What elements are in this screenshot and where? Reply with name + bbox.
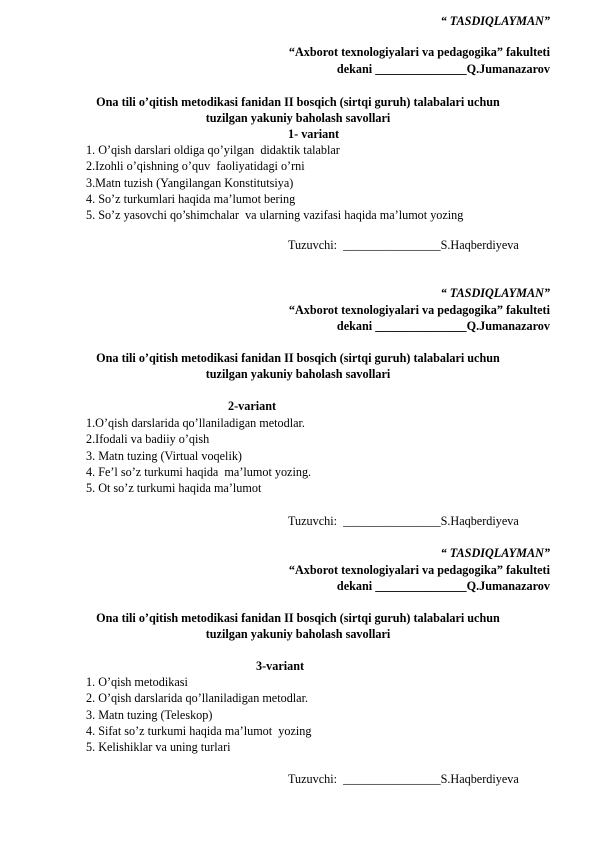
question-item: 4. Sifat so’z turkumi haqida ma’lumot yozing bbox=[86, 724, 312, 738]
question-item: 5. Ot so’z turkumi haqida ma’lumot bbox=[86, 481, 262, 495]
question-item: 3. Matn tuzing (Teleskop) bbox=[86, 708, 213, 722]
dean-signature-line: dekani _______________Q.Jumanazarov bbox=[336, 62, 550, 76]
dean-signature-line: dekani _______________Q.Jumanazarov bbox=[336, 579, 550, 593]
exam-title-line-2: tuzilgan yakuniy baholash savollari bbox=[205, 627, 391, 641]
question-item: 1.O’qish darslarida qo’llaniladigan metodlar. bbox=[86, 416, 305, 430]
question-item: 3. Matn tuzing (Virtual voqelik) bbox=[86, 449, 242, 463]
dean-signature-line: dekani _______________Q.Jumanazarov bbox=[336, 319, 550, 333]
question-item: 4. So’z turkumlari haqida ma’lumot bering bbox=[86, 192, 296, 206]
question-item: 2.Ifodali va badiiy o’qish bbox=[86, 432, 210, 446]
question-item: 3.Matn tuzish (Yangilangan Konstitutsiya) bbox=[86, 176, 294, 190]
variant-label: 3-variant bbox=[256, 659, 305, 673]
faculty-line: “Axborot texnologiyalari va pedagogika” fakulteti bbox=[288, 45, 550, 59]
approval-heading: “ TASDIQLAYMAN” bbox=[440, 286, 550, 300]
question-item: 1. O’qish darslari oldiga qo’yilgan didaktik talablar bbox=[86, 143, 340, 157]
question-item: 1. O’qish metodikasi bbox=[86, 675, 188, 689]
question-item: 5. So’z yasovchi qo’shimchalar va ularning vazifasi haqida ma’lumot yozing bbox=[86, 208, 464, 222]
author-signature-line: Tuzuvchi: ________________S.Haqberdiyeva bbox=[288, 772, 519, 786]
variant-label: 2-variant bbox=[228, 399, 277, 413]
exam-title-line-1: Ona tili o’qitish metodikasi fanidan II bosqich (sirtqi guruh) talabalari uchun bbox=[96, 611, 500, 625]
exam-title-line-1: Ona tili o’qitish metodikasi fanidan II bosqich (sirtqi guruh) talabalari uchun bbox=[96, 95, 500, 109]
question-item: 4. Fe’l so’z turkumi haqida ma’lumot yozing. bbox=[86, 465, 312, 479]
exam-title-line-2: tuzilgan yakuniy baholash savollari bbox=[205, 367, 391, 381]
approval-heading: “ TASDIQLAYMAN” bbox=[440, 14, 550, 28]
question-item: 5. Kelishiklar va uning turlari bbox=[86, 740, 231, 754]
author-signature-line: Tuzuvchi: ________________S.Haqberdiyeva bbox=[288, 514, 519, 528]
variant-label: 1- variant bbox=[288, 127, 340, 141]
question-item: 2. O’qish darslarida qo’llaniladigan metodlar. bbox=[86, 691, 309, 705]
faculty-line: “Axborot texnologiyalari va pedagogika” fakulteti bbox=[288, 303, 550, 317]
question-item: 2.Izohli o’qishning o’quv faoliyatidagi o’rni bbox=[86, 159, 305, 173]
approval-heading: “ TASDIQLAYMAN” bbox=[440, 546, 550, 560]
exam-title-line-2: tuzilgan yakuniy baholash savollari bbox=[205, 111, 391, 125]
author-signature-line: Tuzuvchi: ________________S.Haqberdiyeva bbox=[288, 238, 519, 252]
exam-title-line-1: Ona tili o’qitish metodikasi fanidan II bosqich (sirtqi guruh) talabalari uchun bbox=[96, 351, 500, 365]
faculty-line: “Axborot texnologiyalari va pedagogika” fakulteti bbox=[288, 563, 550, 577]
